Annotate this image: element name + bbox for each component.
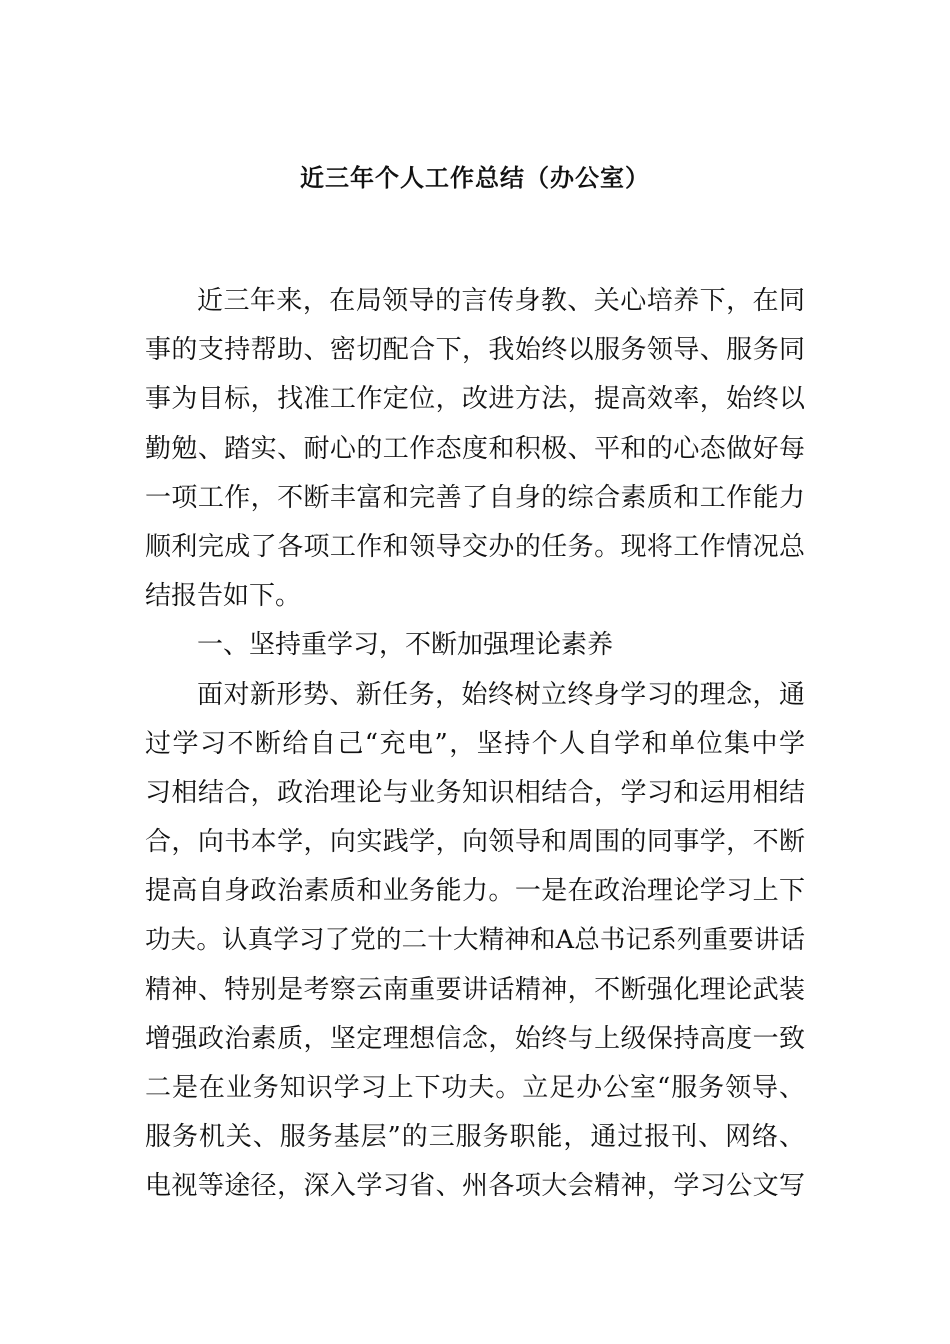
body-line: 面对新形势、新任务，始终树立终身学习的理念，通 <box>197 679 805 710</box>
body-line: 顺利完成了各项工作和领导交办的任务。现将工作情况总 <box>145 531 805 562</box>
body-line: 功夫。认真学习了党的二十大精神和A总书记系列重要讲话 <box>145 925 805 956</box>
body-line: 服务机关、服务基层”的三服务职能，通过报刊、网络、 <box>145 1122 805 1153</box>
document-title: 近三年个人工作总结（办公室） <box>300 163 650 192</box>
body-line: 增强政治素质，坚定理想信念，始终与上级保持高度一致 <box>145 1023 805 1054</box>
body-line: 结报告如下。 <box>145 581 302 612</box>
body-line: 一项工作，不断丰富和完善了自身的综合素质和工作能力 <box>145 482 805 513</box>
body-line: 电视等途径，深入学习省、州各项大会精神，学习公文写 <box>145 1171 805 1202</box>
body-line: 合，向书本学，向实践学，向领导和周围的同事学，不断 <box>145 827 805 858</box>
body-line: 近三年来，在局领导的言传身教、关心培养下，在同 <box>197 286 805 316</box>
body-line: 精神、特别是考察云南重要讲话精神，不断强化理论武装 <box>145 974 805 1005</box>
document-body <box>145 277 805 1212</box>
body-line: 事的支持帮助、密切配合下，我始终以服务领导、服务同 <box>145 335 805 366</box>
body-line: 事为目标，找准工作定位，改进方法，提高效率，始终以 <box>145 384 805 415</box>
body-line: 一、坚持重学习，不断加强理论素养 <box>197 630 614 661</box>
body-line: 勤勉、踏实、耐心的工作态度和积极、平和的心态做好每 <box>145 433 805 464</box>
body-line: 过学习不断给自己“充电”，坚持个人自学和单位集中学 <box>145 728 805 759</box>
body-line: 提高自身政治素质和业务能力。一是在政治理论学习上下 <box>145 876 805 907</box>
body-line: 二是在业务知识学习上下功夫。立足办公室“服务领导、 <box>145 1073 805 1103</box>
body-line: 习相结合，政治理论与业务知识相结合，学习和运用相结 <box>145 777 805 808</box>
